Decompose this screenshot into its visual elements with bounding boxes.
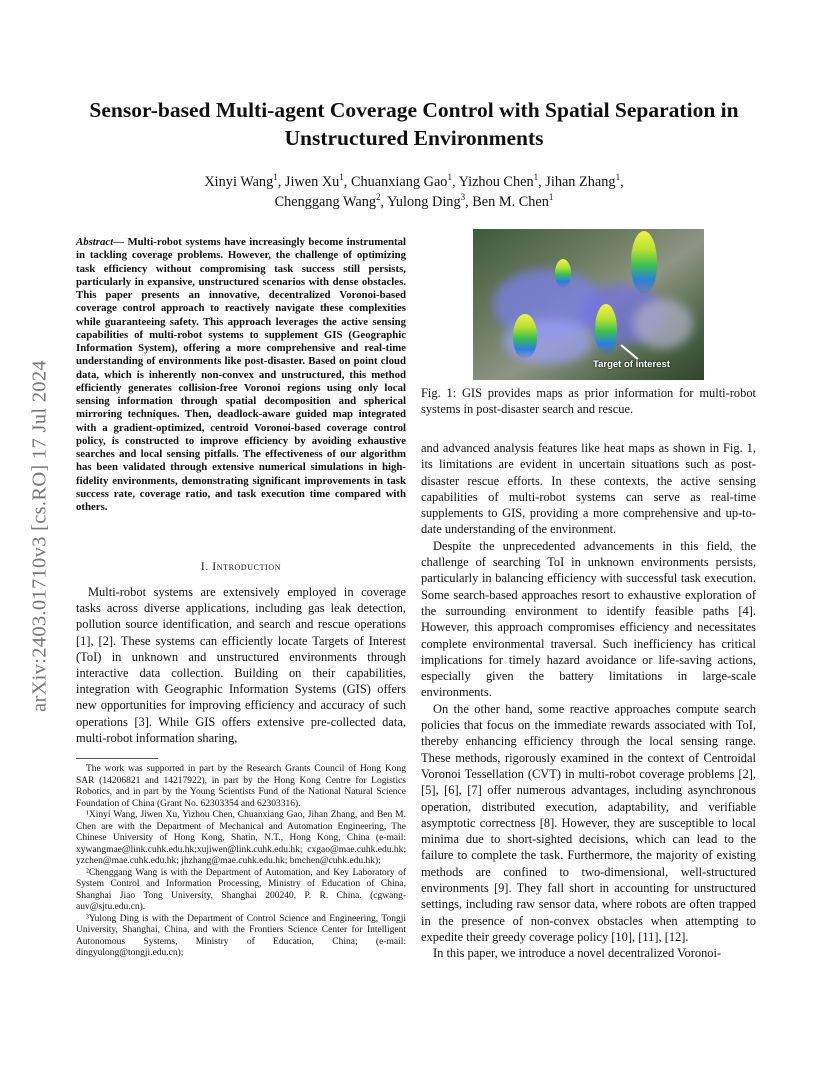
author: Jihan Zhang$^1$ [545, 172, 621, 190]
paragraph: On the other hand, some reactive approaches compute search policies that focus on the immediate rewards associated with ToI, thereby enhancing efficiency through the local sensing range. These methods, rigorously examined in the context of Centroidal Voronoi Tessellation (CVT) in multi-robot coverage problems [2], [5], [6], [7] offer numerous advantages, including asynchronous operation, distributed execution, adaptability, and verifiable asymptotic correctness [8]. However, they are susceptible to local minima due to short-sighted decisions, which can lead to the failure to complete the task. Furthermore, the majority of existing methods are confined to two-dimensional, well-structured environments [9]. They fall short in accounting for unstructured settings, including raw sensor data, where robots are often trapped in the presence of non-convex obstacles when attempting to expedite their greedy coverage policy [10], [11], [12]. [421, 701, 756, 944]
footnote-affiliation-3: ³Yulong Ding is with the Department of Control Science and Engineering, Tongji University, Shanghai, China, and with the Frontiers Science Center for Intelligent Autonomous Systems, Ministry of Education, China; (e-mail: dingyulong@tongji.edu.cn); [76, 913, 406, 958]
footnote-affiliation-1: ¹Xinyi Wang, Jiwen Xu, Yizhou Chen, Chuanxiang Gao, Jihan Zhang, and Ben M. Chen are with the Department of Mechanical and Automation Engineering, The Chinese University of Hong Kong, Shatin, N.T., Hong Kong, China (e-mail: xywangmae@link.cuhk.edu.hk;xujiwen@link.cuhk.edu.hk; cxgao@mae.cuhk.edu.hk; yzchen@mae.cuhk.edu.hk; jhzhang@mae.cuhk.edu.hk; bmchen@cuhk.edu.hk); [76, 810, 406, 866]
author-list [90, 172, 738, 212]
author: Yulong Ding$^3$ [387, 192, 466, 210]
right-column-text [421, 440, 756, 962]
paragraph: Despite the unprecedented advancements in this field, the challenge of searching ToI in unknown environments persists, particularly in balancing efficiency with successful task execution. Some search-based approaches resort to exhaustive exploration of the surrounding environment to identify feasible paths [4]. However, this approach compromises efficiency and necessitates complete environmental traversal. Such inefficiency has critical implications for timely hazard avoidance or life-saving actions, especially given the battery limitations in large-scale environments. [421, 538, 756, 700]
footnotes [76, 764, 406, 960]
figure-heatmap-image [473, 229, 704, 380]
section-title: Introduction [212, 561, 282, 573]
figure-caption: Fig. 1: GIS provides maps as prior information for multi-robot systems in post-disaster search and rescue. [421, 386, 756, 417]
arxiv-identifier: arXiv:2403.01710v3 [cs.RO] 17 Jul 2024 [28, 360, 51, 712]
abstract-label: Abstract [76, 236, 114, 248]
paragraph: and advanced analysis features like heat maps as shown in Fig. 1, its limitations are evident in uncertain situations such as post-disaster rescue efforts. In these contexts, the active sensing capabilities of multi-robot systems can serve as real-time supplements to GIS, providing a more comprehensive and up-to-date understanding of the environment. [421, 441, 756, 537]
section-number: I. [200, 561, 209, 573]
abstract: Abstract— Multi-robot systems have increasingly become instrumental in tackling coverage problems. However, the challenge of optimizing task efficiency without compromising task success still persists, particularly in expansive, unstructured scenarios with dense obstacles. This paper presents an innovative, decentralized Voronoi-based coverage control approach to reactively navigate these complexities while guaranteeing safety. This approach leverages the active sensing capabilities of multi-robot systems to supplement GIS (Geographic Information System), offering a more comprehensive and real-time understanding of environments like post-disaster. Based on point cloud data, which is inherently non-convex and unstructured, this method efficiently generates collision-free Voronoi regions using only local sensing information through spatial decomposition and spherical mirroring techniques. Then, deadlock-aware guided map integrated with a gradient-optimized, centroid Voronoi-based coverage control policy, is constructed to improve efficiency by avoiding exhaustive searches and local sensing pitfalls. The effectiveness of our algorithm has been validated through extensive numerical simulations in high-fidelity environments, demonstrating significant improvements in task success rate, coverage ratio, and task execution time compared with others. [76, 236, 406, 513]
author: Jiwen Xu$^1$ [284, 172, 344, 190]
abstract-text: Multi-robot systems have increasingly become instrumental in tackling coverage problems. However, the challenge of optimizing task efficiency without compromising task success still persists, particularly in expansive, unstructured scenarios with dense obstacles. This paper presents an innovative, decentralized Voronoi-based coverage control approach to reactively navigate these complexities while guaranteeing safety. This approach leverages the active sensing capabilities of multi-robot systems to supplement GIS (Geographic Information System), offering a more comprehensive and real-time understanding of environments like post-disaster. Based on point cloud data, which is inherently non-convex and unstructured, this method efficiently generates collision-free Voronoi regions using only local sensing information through spatial decomposition and spherical mirroring techniques. Then, deadlock-aware guided map integrated with a gradient-optimized, centroid Voronoi-based coverage control policy, is constructed to improve efficiency by avoiding exhaustive searches and local sensing pitfalls. The effectiveness of our algorithm has been validated through extensive numerical simulations in high-fidelity environments, demonstrating significant improvements in task success rate, coverage ratio, and task execution time compared with others. [76, 236, 406, 513]
figure-overlay-label: Target of interest [593, 359, 670, 370]
footnote-affiliation-2: ²Chenggang Wang is with the Department of Automation, and Key Laboratory of System Control and Information Processing, Ministry of Education of China, Shanghai Jiao Tong University, Shanghai 200240, P. R. China. (cgwang-auv@sjtu.edu.cn). [76, 867, 406, 912]
title-line-1: Sensor-based Multi-agent Coverage Control with Spatial Separation in [89, 98, 739, 122]
arrow-icon [620, 344, 638, 360]
author: Chenggang Wang$^2$ [274, 192, 381, 210]
footnote-divider [76, 758, 158, 759]
section-heading [76, 561, 406, 573]
author: Chuanxiang Gao$^1$ [350, 172, 452, 190]
author: Yizhou Chen$^1$ [458, 172, 539, 190]
footnote-funding: The work was supported in part by the Research Grants Council of Hong Kong SAR (14206821 and 14217922), in part by the Hong Kong Centre for Logistics Robotics, and in part by the Young Scientists Fund of the National Natural Science Foundation of China (Grant No. 62303354 and 62303316). [76, 764, 406, 809]
author-line-2: Chenggang Wang$^2$, Yulong Ding$^3$, Ben M. Chen$^1$ [274, 192, 554, 210]
paragraph: In this paper, we introduce a novel decentralized Voronoi- [433, 946, 722, 961]
author-line-1: Xinyi Wang$^1$, Jiwen Xu$^1$, Chuanxiang Gao$^1$, Yizhou Chen$^1$, Jihan Zhang$^1$, [204, 172, 624, 190]
author: Ben M. Chen$^1$ [472, 192, 554, 210]
paper-title [70, 96, 758, 152]
title-line-2: Unstructured Environments [284, 126, 544, 150]
intro-paragraph: Multi-robot systems are extensively employed in coverage tasks across diverse applications, including gas leak detection, pollution source identification, and search and rescue operations [1], [2]. These systems can efficiently locate Targets of Interest (ToI) in unknown and unstructured environments through interactive data collection. Building on their capabilities, integration with Geographic Information Systems (GIS) offers new opportunities for improving efficiency and accuracy of such operations [3]. While GIS offers extensive pre-collected data, multi-robot information sharing, [76, 585, 406, 745]
author: Xinyi Wang$^1$ [204, 172, 278, 190]
